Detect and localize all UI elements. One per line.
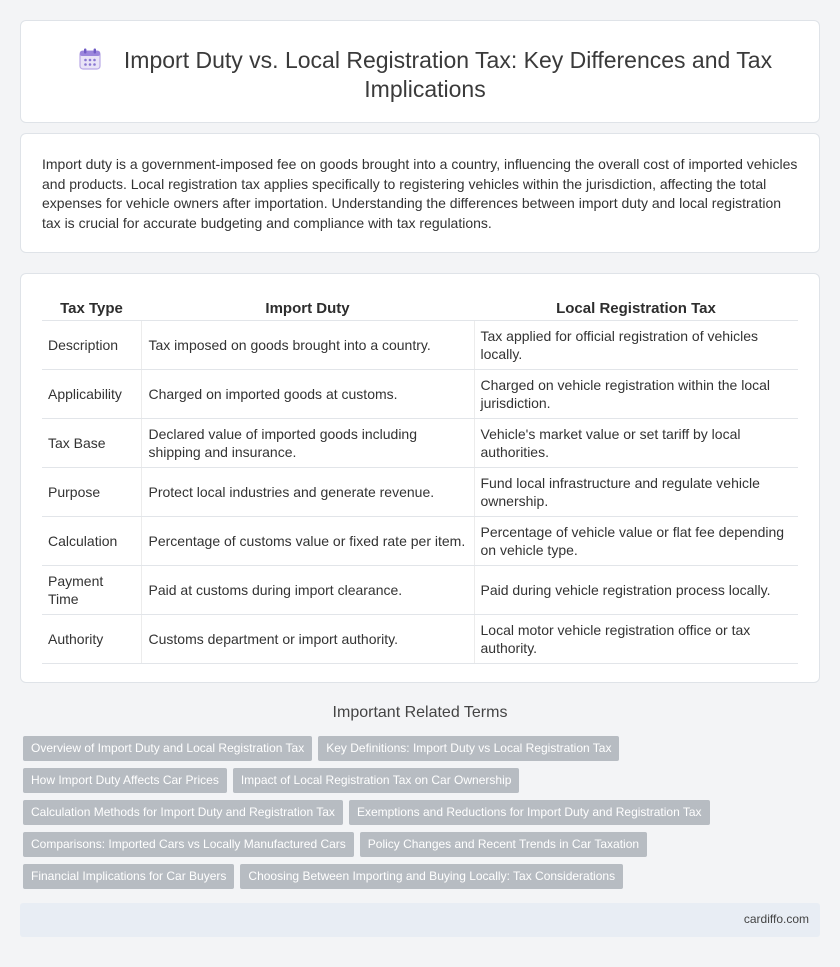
related-terms-list <box>23 736 823 896</box>
import-duty-cell: Paid at customs during import clearance. <box>141 565 474 614</box>
registration-tax-cell: Paid during vehicle registration process locally. <box>474 565 798 614</box>
intro-card <box>20 133 820 253</box>
footer <box>20 903 820 937</box>
row-label: Description <box>42 320 141 369</box>
table-row <box>42 369 798 418</box>
import-duty-cell: Tax imposed on goods brought into a country. <box>141 320 474 369</box>
comparison-table <box>42 294 798 664</box>
table-row <box>42 516 798 565</box>
tag-row <box>23 800 823 832</box>
header-tax-type: Tax Type <box>42 294 141 320</box>
registration-tax-cell: Local motor vehicle registration office or tax authority. <box>474 614 798 663</box>
registration-tax-cell: Tax applied for official registration of vehicles locally. <box>474 320 798 369</box>
related-term-link[interactable]: Choosing Between Importing and Buying Locally: Tax Considerations <box>240 864 623 889</box>
row-label: Calculation <box>42 516 141 565</box>
site-name[interactable]: cardiffo.com <box>743 912 809 926</box>
intro-paragraph: Import duty is a government-imposed fee on goods brought into a country, influencing the overall cost of imported vehicles and products. Local registration tax applies specifically to registering vehicles within the jurisdiction, affecting the total expenses for vehicle owners after importation. Understanding the differences between import duty and local registration tax is crucial for accurate budgeting and compliance with tax regulations. <box>42 156 798 231</box>
table-header-row <box>42 294 798 320</box>
related-term-link[interactable]: Financial Implications for Car Buyers <box>23 864 234 889</box>
table-row <box>42 614 798 663</box>
related-term-link[interactable]: Calculation Methods for Import Duty and Registration Tax <box>23 800 343 825</box>
related-term-link[interactable]: Impact of Local Registration Tax on Car Ownership <box>233 768 520 793</box>
header-card <box>20 20 820 123</box>
table-row <box>42 565 798 614</box>
page-title: Import Duty vs. Local Registration Tax: Key Differences and Tax Implications <box>123 47 773 102</box>
import-duty-cell: Customs department or import authority. <box>141 614 474 663</box>
import-duty-cell: Charged on imported goods at customs. <box>141 369 474 418</box>
row-label: Applicability <box>42 369 141 418</box>
table-row <box>42 418 798 467</box>
import-duty-cell: Percentage of customs value or fixed rate per item. <box>141 516 474 565</box>
row-label: Authority <box>42 614 141 663</box>
tag-row <box>23 736 823 768</box>
table-row <box>42 320 798 369</box>
table-row <box>42 467 798 516</box>
tag-row <box>23 832 823 864</box>
related-term-link[interactable]: Policy Changes and Recent Trends in Car Taxation <box>360 832 647 857</box>
comparison-table-card <box>20 273 820 683</box>
related-term-link[interactable]: Overview of Import Duty and Local Registration Tax <box>23 736 312 761</box>
tag-row <box>23 864 823 896</box>
registration-tax-cell: Vehicle's market value or set tariff by local authorities. <box>474 418 798 467</box>
row-label: Payment Time <box>42 565 141 614</box>
row-label: Purpose <box>42 467 141 516</box>
tag-row <box>23 768 823 800</box>
related-term-link[interactable]: How Import Duty Affects Car Prices <box>23 768 227 793</box>
registration-tax-cell: Charged on vehicle registration within the local jurisdiction. <box>474 369 798 418</box>
header-local-registration-tax: Local Registration Tax <box>474 294 798 320</box>
related-term-link[interactable]: Key Definitions: Import Duty vs Local Registration Tax <box>318 736 619 761</box>
related-terms-title: Important Related Terms <box>332 704 508 721</box>
calendar-icon <box>78 47 102 71</box>
page-title-wrap <box>61 46 789 104</box>
import-duty-cell: Protect local industries and generate revenue. <box>141 467 474 516</box>
registration-tax-cell: Fund local infrastructure and regulate vehicle ownership. <box>474 467 798 516</box>
row-label: Tax Base <box>42 418 141 467</box>
related-term-link[interactable]: Comparisons: Imported Cars vs Locally Manufactured Cars <box>23 832 354 857</box>
related-term-link[interactable]: Exemptions and Reductions for Import Duty and Registration Tax <box>349 800 710 825</box>
import-duty-cell: Declared value of imported goods including shipping and insurance. <box>141 418 474 467</box>
header-import-duty: Import Duty <box>141 294 474 320</box>
registration-tax-cell: Percentage of vehicle value or flat fee depending on vehicle type. <box>474 516 798 565</box>
